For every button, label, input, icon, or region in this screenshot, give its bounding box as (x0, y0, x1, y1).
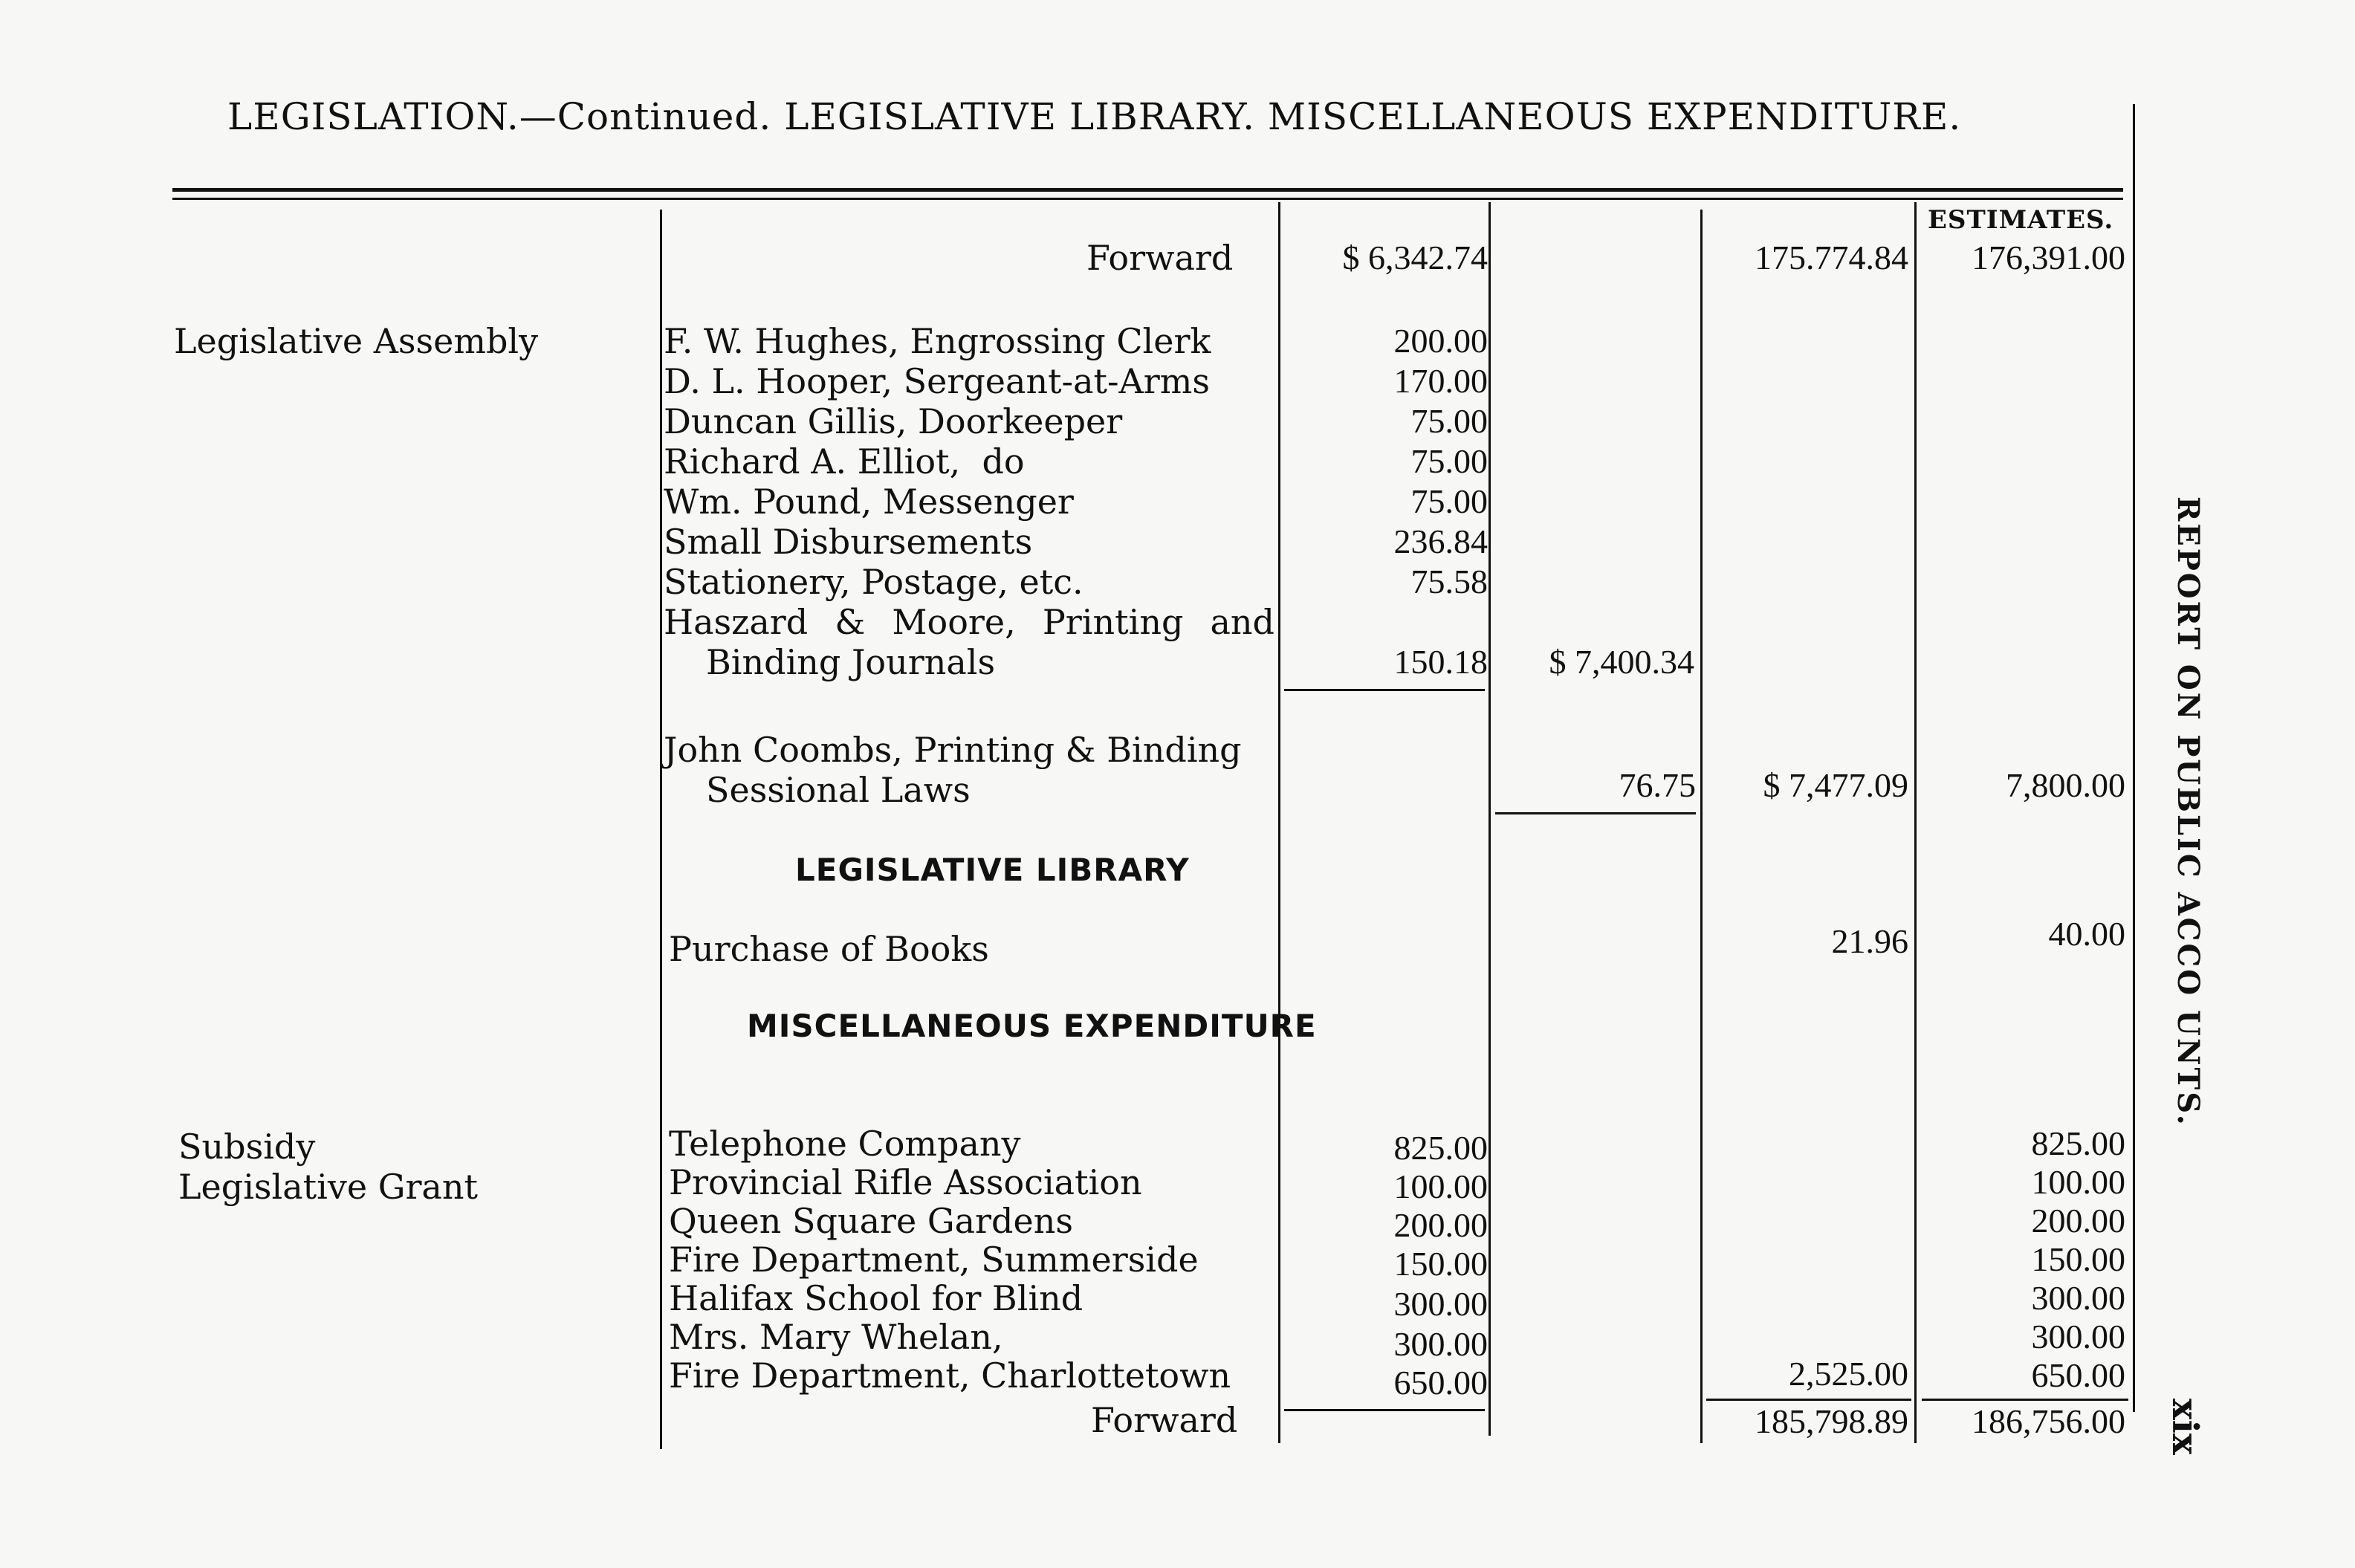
title-rule-bottom (172, 198, 2123, 200)
list-item: Sessional Laws (706, 770, 971, 810)
amount: 825.00 (1393, 1129, 1488, 1167)
estimate: 100.00 (2031, 1163, 2125, 1201)
list-item: Telephone Company (669, 1124, 1021, 1164)
side-label-legislative-grant: Legislative Grant (178, 1167, 478, 1207)
misc-col3-total: 2,525.00 (1789, 1355, 1908, 1393)
amount: 650.00 (1393, 1364, 1488, 1402)
list-item: Binding Journals (706, 642, 996, 682)
list-item: Duncan Gillis, Doorkeeper (664, 401, 1123, 441)
library-col4: 40.00 (2048, 915, 2125, 953)
col1-rule (1278, 202, 1280, 1443)
amount: 150.00 (1393, 1245, 1488, 1283)
list-item: F. W. Hughes, Engrossing Clerk (664, 321, 1211, 361)
misc-underline-col3 (1706, 1399, 1911, 1401)
list-item: Provincial Rifle Association (669, 1162, 1142, 1202)
coombs-underline (1495, 812, 1696, 814)
amount: 75.00 (1410, 402, 1488, 440)
page-folio: xix (2164, 1399, 2206, 1455)
coombs-col3: $ 7,477.09 (1763, 766, 1908, 804)
title-rule-top (172, 188, 2123, 192)
library-col3: 21.96 (1831, 922, 1908, 960)
amount: 75.00 (1410, 442, 1488, 480)
col4-rule (1914, 202, 1917, 1443)
col2-rule (1489, 202, 1491, 1436)
amount: 75.58 (1410, 563, 1488, 600)
amount: 100.00 (1393, 1167, 1488, 1205)
estimate: 150.00 (2031, 1240, 2125, 1278)
list-item: Richard A. Elliot, do (664, 441, 1025, 482)
list-item: D. L. Hooper, Sergeant-at-Arms (664, 361, 1210, 401)
amount: 75.00 (1410, 482, 1488, 520)
list-item: Fire Department, Summerside (669, 1240, 1199, 1280)
list-item: Mrs. Mary Whelan, (669, 1317, 1003, 1357)
list-item: Fire Department, Charlottetown (669, 1355, 1231, 1396)
subtotal-underline (1284, 689, 1485, 691)
forward-col4: 176,391.00 (1972, 239, 2125, 276)
forward-col1: $ 6,342.74 (1342, 239, 1488, 276)
amount: 300.00 (1393, 1325, 1488, 1363)
coombs-col2: 76.75 (1619, 766, 1696, 804)
running-title: REPORT ON PUBLIC ACCO UNTS. (2171, 496, 2206, 1127)
list-item: Wm. Pound, Messenger (664, 482, 1074, 522)
amount: 200.00 (1393, 322, 1488, 360)
right-border-rule (2133, 104, 2135, 1412)
desc-column-rule (660, 210, 662, 1449)
amount: 170.00 (1393, 362, 1488, 400)
list-item: Stationery, Postage, etc. (664, 562, 1083, 602)
estimate: 300.00 (2031, 1318, 2125, 1355)
amount: 150.18 (1393, 643, 1488, 681)
amount: 236.84 (1393, 522, 1488, 560)
estimate: 300.00 (2031, 1279, 2125, 1317)
forward-bottom-col4: 186,756.00 (1972, 1402, 2125, 1440)
coombs-col4: 7,800.00 (2006, 766, 2125, 804)
list-item: Haszard & Moore, Printing and (664, 602, 1274, 642)
assembly-subtotal: $ 7,400.34 (1549, 643, 1694, 681)
forward-label-bottom: Forward (1091, 1400, 1238, 1440)
forward-label-top: Forward (1086, 238, 1234, 278)
forward-bottom-col3: 185,798.89 (1755, 1402, 1908, 1440)
list-item: Queen Square Gardens (669, 1201, 1073, 1241)
page-title: LEGISLATION.—Continued. LEGISLATIVE LIBRARY. MISCELLANEOUS EXPENDITURE. (227, 95, 1962, 138)
list-item: John Coombs, Printing & Binding (664, 730, 1242, 770)
list-item: Small Disbursements (664, 522, 1033, 562)
col3-rule (1700, 210, 1703, 1443)
misc-underline-col1 (1284, 1409, 1485, 1411)
list-item: Purchase of Books (669, 929, 989, 969)
section-heading-library: LEGISLATIVE LIBRARY (795, 852, 1190, 888)
list-item: Halifax School for Blind (669, 1278, 1083, 1318)
amount: 300.00 (1393, 1285, 1488, 1323)
amount: 200.00 (1393, 1206, 1488, 1244)
misc-underline-col4 (1922, 1399, 2128, 1401)
estimate: 650.00 (2031, 1356, 2125, 1394)
side-label-subsidy: Subsidy (178, 1127, 316, 1167)
estimate: 200.00 (2031, 1202, 2125, 1240)
section-heading-misc: MISCELLANEOUS EXPENDITURE (747, 1008, 1317, 1044)
estimate: 825.00 (2031, 1124, 2125, 1162)
side-label-legislative-assembly: Legislative Assembly (174, 321, 539, 361)
forward-col3: 175.774.84 (1755, 239, 1908, 276)
estimates-header: ESTIMATES. (1928, 205, 2114, 235)
